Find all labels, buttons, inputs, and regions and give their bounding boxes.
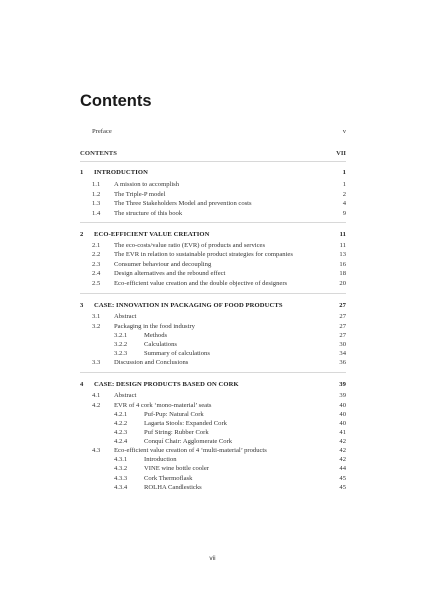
toc-entry-page: 41 [339, 429, 346, 436]
toc-entry-title: Preface [92, 128, 112, 135]
toc-entry-title: Abstract [114, 392, 137, 399]
section-divider [80, 293, 346, 294]
toc-entry-page: 20 [339, 280, 346, 287]
toc-entry-title: Eco-efficient value creation and the double objective of designers [114, 280, 288, 287]
toc-entry-page: 11 [339, 242, 346, 249]
toc-entry-number: 3.2.1 [114, 332, 128, 339]
toc-entry-title: Abstract [114, 313, 137, 320]
toc-entry-number: 1.2 [92, 191, 101, 198]
toc-entry-number: 3 [80, 302, 84, 309]
toc-entry-page: 27 [339, 302, 346, 309]
toc-entry[interactable] [0, 312, 425, 321]
toc-entry[interactable] [0, 149, 425, 158]
toc-entry-page: 45 [339, 475, 346, 482]
toc-entry[interactable] [0, 380, 425, 389]
toc-entry-page: 1 [342, 181, 346, 188]
toc-entry[interactable] [0, 260, 425, 269]
toc-entry-title: Puf-Pup: Natural Cork [144, 411, 204, 418]
toc-entry[interactable] [0, 437, 425, 446]
toc-entry-page: 9 [342, 210, 346, 217]
toc-entry-title: A mission to accomplish [114, 181, 180, 188]
toc-entry-page: v [342, 128, 346, 135]
toc-entry-title: CASE: DESIGN PRODUCTS BASED ON CORK [94, 381, 239, 388]
toc-entry-page: 40 [339, 420, 346, 427]
toc-entry-number: 2 [80, 231, 84, 238]
section-divider [80, 222, 346, 223]
toc-entry-number: 2.5 [92, 280, 101, 287]
toc-entry-title: The Three Stakeholders Model and prevention costs [114, 200, 252, 207]
toc-entry-number: 1.1 [92, 181, 101, 188]
toc-entry[interactable] [0, 168, 425, 177]
toc-entry-page: 42 [339, 456, 346, 463]
toc-entry-number: 4.3.3 [114, 475, 128, 482]
toc-entry[interactable] [0, 446, 425, 455]
toc-entry-page: 42 [339, 447, 346, 454]
toc-entry-page: 45 [339, 484, 346, 491]
toc-entry-page: 42 [339, 438, 346, 445]
toc-entry-page: 27 [339, 313, 346, 320]
toc-entry-number: 1.4 [92, 210, 101, 217]
toc-entry[interactable] [0, 349, 425, 358]
toc-entry-page: 2 [342, 191, 346, 198]
toc-entry-title: Methods [144, 332, 168, 339]
toc-entry[interactable] [0, 428, 425, 437]
toc-entry-page: 27 [339, 332, 346, 339]
toc-entry[interactable] [0, 209, 425, 218]
toc-entry-number: 4.3.4 [114, 484, 128, 491]
toc-entry-number: 2.4 [92, 270, 101, 277]
toc-entry-number: 3.2.2 [114, 341, 128, 348]
toc-entry-number: 4.1 [92, 392, 101, 399]
toc-entry-title: Eco-efficient value creation of 4 ‘multi-material’ products [114, 447, 267, 454]
toc-entry-page: 4 [342, 200, 346, 207]
toc-entry-title: VINE wine bottle cooler [144, 465, 210, 472]
toc-entry-number: 4.3 [92, 447, 101, 454]
toc-entry-title: CONTENTS [80, 150, 118, 157]
toc-entry-title: The structure of this book [114, 210, 183, 217]
toc-entry[interactable] [0, 322, 425, 331]
toc-entry-page: 18 [339, 270, 346, 277]
toc-entry-page: 39 [339, 392, 346, 399]
toc-entry[interactable] [0, 410, 425, 419]
toc-entry-number: 3.1 [92, 313, 101, 320]
toc-entry-number: 2.2 [92, 251, 101, 258]
toc-entry[interactable] [0, 127, 425, 136]
toc-entry-title: Lagarta Stools: Expanded Cork [144, 420, 227, 427]
toc-entry-page: 44 [339, 465, 346, 472]
toc-entry[interactable] [0, 474, 425, 483]
section-divider [80, 161, 346, 162]
toc-entry[interactable] [0, 455, 425, 464]
toc-entry-page: 40 [339, 402, 346, 409]
toc-entry-title: Conquí Chair: Agglomerate Cork [144, 438, 233, 445]
toc-entry-page: 36 [339, 359, 346, 366]
toc-entry-page: 40 [339, 411, 346, 418]
toc-entry-title: Summary of calculations [144, 350, 210, 357]
toc-entry[interactable] [0, 241, 425, 250]
toc-entry-number: 4.2.1 [114, 411, 128, 418]
toc-entry-number: 1 [80, 169, 84, 176]
page-heading: Contents [80, 92, 152, 110]
toc-entry[interactable] [0, 301, 425, 310]
toc-entry-title: Introduction [144, 456, 177, 463]
toc-entry-title: Calculations [144, 341, 177, 348]
toc-entry[interactable] [0, 269, 425, 278]
toc-entry-page: 30 [339, 341, 346, 348]
toc-entry-title: ECO-EFFICIENT VALUE CREATION [94, 231, 210, 238]
toc-entry-page: 16 [339, 261, 346, 268]
toc-entry[interactable] [0, 358, 425, 367]
toc-entry-number: 4.2.2 [114, 420, 128, 427]
toc-entry-number: 3.2.3 [114, 350, 128, 357]
toc-entry-title: EVR of 4 cork ‘mono-material’ seats [114, 402, 212, 409]
toc-entry[interactable] [0, 483, 425, 492]
toc-entry-number: 3.3 [92, 359, 101, 366]
toc-entry-page: 13 [339, 251, 346, 258]
toc-entry-page: 27 [339, 323, 346, 330]
toc-entry-page: 1 [342, 169, 346, 176]
toc-entry-title: ROLHA Candlesticks [144, 484, 202, 491]
toc-entry[interactable] [0, 230, 425, 239]
toc-entry-number: 4.3.2 [114, 465, 128, 472]
toc-entry-page: 11 [339, 231, 346, 238]
toc-entry-title: The Triple-P model [114, 191, 166, 198]
toc-entry-title: Design alternatives and the rebound effect [114, 270, 226, 277]
toc-entry-title: The EVR in relation to sustainable product strategies for companies [114, 251, 293, 258]
section-divider [80, 372, 346, 373]
toc-entry-title: CASE: INNOVATION IN PACKAGING OF FOOD PRODUCTS [94, 302, 283, 309]
toc-entry-number: 4.2.3 [114, 429, 128, 436]
toc-entry-page: VII [336, 150, 346, 157]
toc-entry-title: Cork Thermoflask [144, 475, 193, 482]
toc-entry[interactable] [0, 199, 425, 208]
toc-entry-title: Packaging in the food industry [114, 323, 195, 330]
toc-entry-number: 2.1 [92, 242, 101, 249]
toc-entry-title: Discussion and Conclusions [114, 359, 189, 366]
toc-entry-title: Puf String: Rubber Cork [144, 429, 209, 436]
page-number: vii [209, 555, 216, 562]
toc-entry[interactable] [0, 190, 425, 199]
toc-entry-title: INTRODUCTION [94, 169, 148, 176]
toc-entry-number: 2.3 [92, 261, 101, 268]
toc-entry[interactable] [0, 391, 425, 400]
toc-entry-page: 34 [339, 350, 346, 357]
toc-entry[interactable] [0, 180, 425, 189]
toc-entry[interactable] [0, 250, 425, 259]
toc-entry-number: 4 [80, 381, 84, 388]
toc-entry-title: The eco-costs/value ratio (EVR) of products and services [114, 242, 266, 249]
toc-entry-number: 4.2 [92, 402, 101, 409]
toc-entry-number: 4.3.1 [114, 456, 128, 463]
toc-entry-number: 4.2.4 [114, 438, 128, 445]
toc-entry-number: 3.2 [92, 323, 101, 330]
toc-entry[interactable] [0, 401, 425, 410]
toc-entry-title: Consumer behaviour and decoupling [114, 261, 212, 268]
toc-entry[interactable] [0, 331, 425, 340]
toc-entry[interactable] [0, 464, 425, 473]
toc-entry[interactable] [0, 340, 425, 349]
toc-entry-page: 39 [339, 381, 346, 388]
toc-entry[interactable] [0, 279, 425, 288]
toc-entry[interactable] [0, 419, 425, 428]
toc-entry-number: 1.3 [92, 200, 101, 207]
